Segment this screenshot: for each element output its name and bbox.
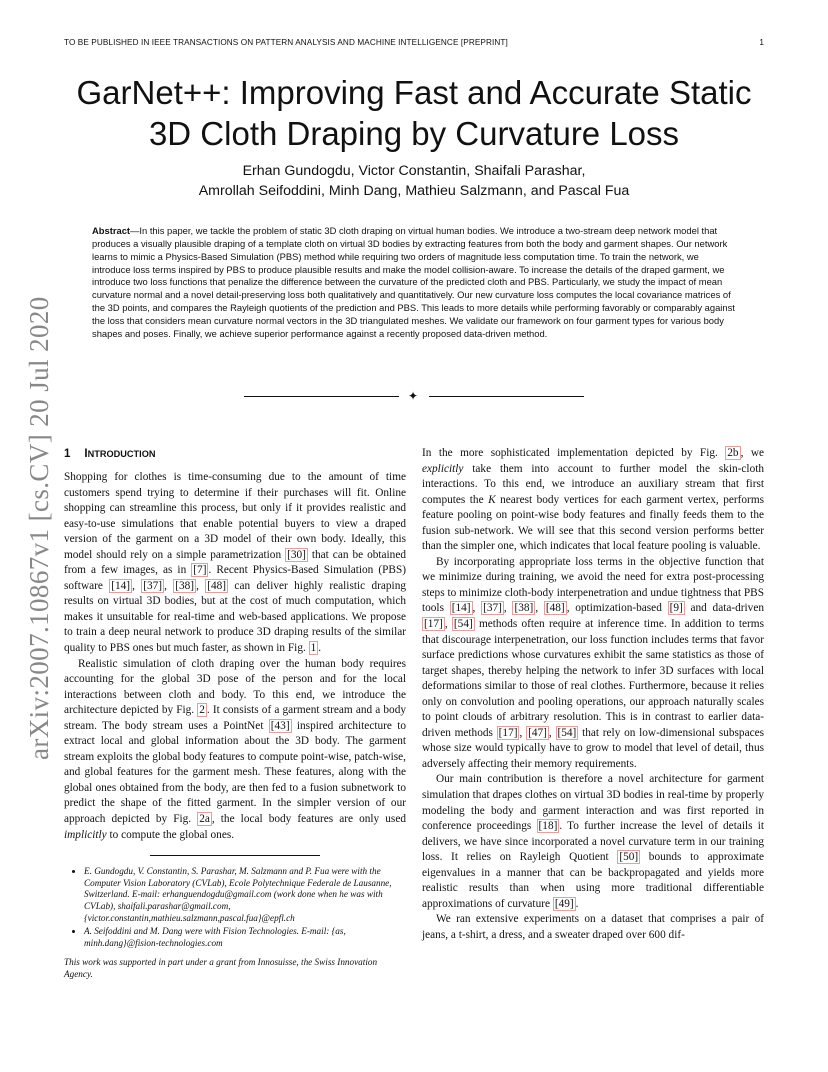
citation-link[interactable]: [37] xyxy=(483,602,502,615)
section-title-initial: I xyxy=(84,448,88,460)
text-run: Our main contribution is therefore a novel architecture for garment simulation that drapes clothes on virtual 3D bodies in real-time by properly modeling the body and garment interaction and was first reported in conference proceedings xyxy=(422,773,764,833)
citation-link[interactable]: [43] xyxy=(270,719,290,732)
running-header xyxy=(64,38,764,50)
emphasis: implicitly xyxy=(64,828,107,841)
authors-line-1: Erhan Gundogdu, Victor Constantin, Shaifali Parashar, xyxy=(242,163,586,179)
section-title-rest: NTRODUCTION xyxy=(87,449,156,459)
text-run: nearest body vertices for each garment vertex, performs feature pooling on point-wise body features and finally feeds them to the fusion sub-network. We will see that this second version performs better than the simpler one, which indicates that local feature pooling is valuable. xyxy=(422,493,764,553)
authors-line-2: Amrollah Seifoddini, Minh Dang, Mathieu Salzmann, and Pascal Fua xyxy=(198,183,630,199)
footnote-affiliation-1: • E. Gundogdu, V. Constantin, S. Parashar, M. Salzmann and P. Fua were with the Computer Vision Laboratory (CVLab), Ecole Polytechnique Federale de Lausanne, Switzerland. E-mail: erhanguendogdu@gmail.com (work done when he was with CVLab), shaifali.parashar@gmail.com, {victor.constantin,mathieu.salzmann,pascal.fua}@epfl.ch xyxy=(84,866,406,924)
text-run: can deliver highly realistic draping results on virtual 3D bodies, but at the cost of much computation, which makes it unsuitable for real-time and web-based applications. We propose to train a deep neural network to produce 3D draping results of the similar quality to PBS ones but much faster, as shown in Fig. xyxy=(64,579,406,655)
paragraph xyxy=(64,657,406,844)
diamond-icon: ✦ xyxy=(408,389,419,403)
author-list xyxy=(100,161,728,201)
citation-link[interactable]: [54] xyxy=(453,618,473,631)
text-run: and data-driven xyxy=(684,602,764,615)
title-line-2: 3D Cloth Draping by Curvature Loss xyxy=(148,115,680,152)
citation-link[interactable]: [38] xyxy=(175,579,195,592)
section-divider xyxy=(244,390,584,404)
title-line-1: GarNet++: Improving Fast and Accurate Static xyxy=(76,74,752,111)
text-run: . Recent Physics-Based Simulation (PBS) software xyxy=(64,564,406,592)
text-run: , we xyxy=(740,447,764,459)
text-run: to compute the global ones. xyxy=(106,828,235,841)
text-run: inspired architecture to extract local and global information about the 3D body. The garment stream exploits the global body features to compute point-wise, patch-wise, and global features for the garment mesh. These features, along with the global ones obtained from the body, are then fed to a fusion subnetwork to predict the shape of the fitted garment. In the simpler version of our approach depicted by Fig. xyxy=(64,719,406,826)
citation-link[interactable]: [38] xyxy=(514,602,534,615)
paragraph xyxy=(422,446,764,555)
citation-link[interactable]: [9] xyxy=(669,602,683,615)
citation-link[interactable]: [17] xyxy=(424,618,443,631)
page-number: 1 xyxy=(759,38,764,47)
abstract xyxy=(92,225,736,341)
paper-title xyxy=(60,72,768,154)
abstract-text: —In this paper, we tackle the problem of static 3D cloth draping on virtual human bodies. We introduce a two-stream deep network model that produces a visually plausible draping of a template cloth on virtual 3D bodies by extracting features from both the body and garment shapes. Our network learns to mimic a Physics-Based Simulation (PBS) method while requiring two orders of magnitude less computation time. To train the network, we introduce loss terms inspired by PBS to produce plausible results and make the model collision-aware. To increase the details of the draped garment, we introduce two loss functions that penalize the difference between the curvature of the predicted cloth and PBS. Particularly, we study the impact of mean curvature normal and a novel detail-preserving loss both qualitatively and quantitatively. Our new curvature loss computes the local covariance matrices of the 3D points, and compares the Rayleigh quotients of the prediction and PBS. This leads to more details while performing favorably or comparably against the loss that considers mean curvature normal vectors in the 3D triangulated meshes. We validate our framework on four garment types for various body shapes and poses. Finally, we achieve superior performance against a recently proposed data-driven method. xyxy=(92,225,735,339)
paragraph: By incorporating appropriate loss terms in the objective function that we minimize during training, we avoid the need for extra post-processing steps to minimize cloth-body interpenetration and undue tightness that PBS tools [14] , [37] , [38] , [48] , optimization-based [9] and data-driven [17] , [54] methods often require at inference time. In addition to terms that discourage interpenetration, our loss function includes terms that favor surface predictions whose curvatures exhibit the same statistics as those of target shapes, thereby helping the network to infer 3D surfaces with local deformations similar to those of real clothes. Furthermore, because it relies only on convolution and pooling operations, our approach naturally scales to point clouds of arbitrary resolution. This is in contrast to earlier data-driven methods [17] , [47] , [54] that rely on low-dimensional subspaces whose size would typically have to grow to model that level of detail, thus adversely affecting their memory requirements. xyxy=(422,555,765,770)
divider-line-right xyxy=(429,396,584,397)
text-run: By incorporating appropriate loss terms in the objective function that we minimize during training, we avoid the need for extra post-processing steps to minimize cloth-body interpenetration and undue tightness that PBS tools xyxy=(422,555,764,615)
abstract-label: Abstract xyxy=(92,225,131,236)
paragraph: Shopping for clothes is time-consuming due to the amount of time customers spend trying to determine if their purchases will fit. Online shopping can streamline this process, but only if it provides realistic and easy-to-use simulations that enable potential buyers to view a draped version of the garment on a 3D model of their own body. Ideally, this model should rely on a simple parametrization [30] that can be obtained from a few images, as in [7] . Recent Physics-Based Simulation (PBS) software [14] , [37] , [38] , [48] can deliver highly realistic draping results on virtual 3D bodies, but at the cost of much computation, which makes it unsuitable for real-time and web-based applications. We propose to train a deep neural network to produce 3D draping results of the similar quality to PBS ones but much faster, as shown in Fig. 1 . xyxy=(64,471,406,655)
left-column xyxy=(64,446,406,980)
text-run: , optimization-based xyxy=(566,602,668,615)
divider-line-left xyxy=(244,396,399,397)
text-run: . It consists of a garment stream and a body stream. The body stream uses a PointNet xyxy=(64,704,407,732)
text-run: Realistic simulation of cloth draping over the human body requires accounting for the global 3D pose of the person and for the local interactions between cloth and body. To this end, we introduce the architecture depicted by Fig. xyxy=(64,657,406,717)
citation-link[interactable]: [37] xyxy=(143,579,163,592)
text-run: Shopping for clothes is time-consuming due to the amount of time customers spend trying to determine if their purchases will fit. Online shopping can streamline this process, but only if it provides realistic and easy-to-use simulations that enable potential buyers to view a draped version of the garment on a 3D model of their own body. Ideally, this model should rely on a simple parametrization xyxy=(64,471,406,561)
citation-link[interactable]: [14] xyxy=(111,579,131,592)
text-run: that rely on low-dimensional subspaces whose size would typically have to grow to model that level of detail, thus adversely affecting their memory requirements. xyxy=(422,726,765,770)
paragraph xyxy=(422,772,764,912)
math-variable: K xyxy=(488,493,496,506)
text-run: take them into account to further model the skin-cloth interactions. To this end, we introduce an auxiliary stream that first computes the xyxy=(422,462,764,506)
figure-link[interactable]: 2a xyxy=(199,813,210,826)
right-column xyxy=(422,446,764,944)
figure-link[interactable]: 1 xyxy=(310,642,317,655)
text-run: bounds to approximate eigenvalues in a manner that can be backpropagated and yields more realistic results than when using more traditional differentiable approximations of curvature xyxy=(422,851,764,910)
citation-link[interactable]: [47] xyxy=(528,726,547,739)
emphasis: explicitly xyxy=(422,462,464,475)
section-heading xyxy=(64,446,406,462)
citation-link[interactable]: [17] xyxy=(498,726,518,739)
section-number: 1 xyxy=(64,448,71,460)
citation-link[interactable]: [7] xyxy=(193,564,207,577)
text-run: We ran extensive experiments on a dataset that comprises a pair of jeans, a t-shirt, a dress, and a sweater draped over 600 dif- xyxy=(422,913,764,941)
figure-link[interactable]: 2b xyxy=(727,447,739,459)
footnote-rule xyxy=(150,855,320,856)
figure-link[interactable]: 2 xyxy=(199,704,205,717)
footnotes xyxy=(64,866,406,980)
citation-link[interactable]: [49] xyxy=(554,897,574,910)
text-run: that can be obtained from a few images, as in xyxy=(64,548,406,577)
footnote-affiliation-2: • A. Seifoddini and M. Dang were with Fision Technologies. E-mail: {as, minh.dang}@fision-technologies.com xyxy=(84,926,406,949)
citation-link[interactable]: [18] xyxy=(538,820,558,833)
text-run: , the local body features are only used xyxy=(211,813,406,826)
citation-link[interactable]: [48] xyxy=(207,579,227,592)
text-run: methods often require at inference time. In addition to terms that discourage interpenetration, our loss function includes terms that favor surface predictions whose curvatures exhibit the same statistics as those of target shapes, thereby helping the network to infer 3D surfaces with local deformations similar to those of real clothes. Furthermore, because it relies only on convolution and pooling operations, our approach naturally scales to point clouds of arbitrary resolution. This is in contrast to earlier data-driven methods xyxy=(422,618,764,739)
arxiv-stamp: arXiv:2007.10867v1 [cs.CV] 20 Jul 2020 xyxy=(24,296,54,760)
text-run: . xyxy=(318,642,322,655)
citation-link[interactable]: [14] xyxy=(451,602,471,615)
citation-link[interactable]: [30] xyxy=(287,548,306,561)
citation-link[interactable]: [54] xyxy=(557,726,577,739)
text-run: In the more sophisticated implementation depicted by Fig. xyxy=(422,447,726,459)
paragraph xyxy=(422,912,764,943)
citation-link[interactable]: [50] xyxy=(619,851,639,864)
text-run: . xyxy=(575,897,579,910)
text-run: . To further increase the level of details it delivers, we have since incorporated a novel curvature term in our training loss. It relies on Rayleigh Quotient xyxy=(422,820,764,864)
funding-note: This work was supported in part under a grant from Innosuisse, the Swiss Innovation Agency. xyxy=(64,957,378,979)
running-title: TO BE PUBLISHED IN IEEE TRANSACTIONS ON PATTERN ANALYSIS AND MACHINE INTELLIGENCE [PREPRINT] xyxy=(64,38,508,47)
citation-link[interactable]: [48] xyxy=(545,602,565,615)
